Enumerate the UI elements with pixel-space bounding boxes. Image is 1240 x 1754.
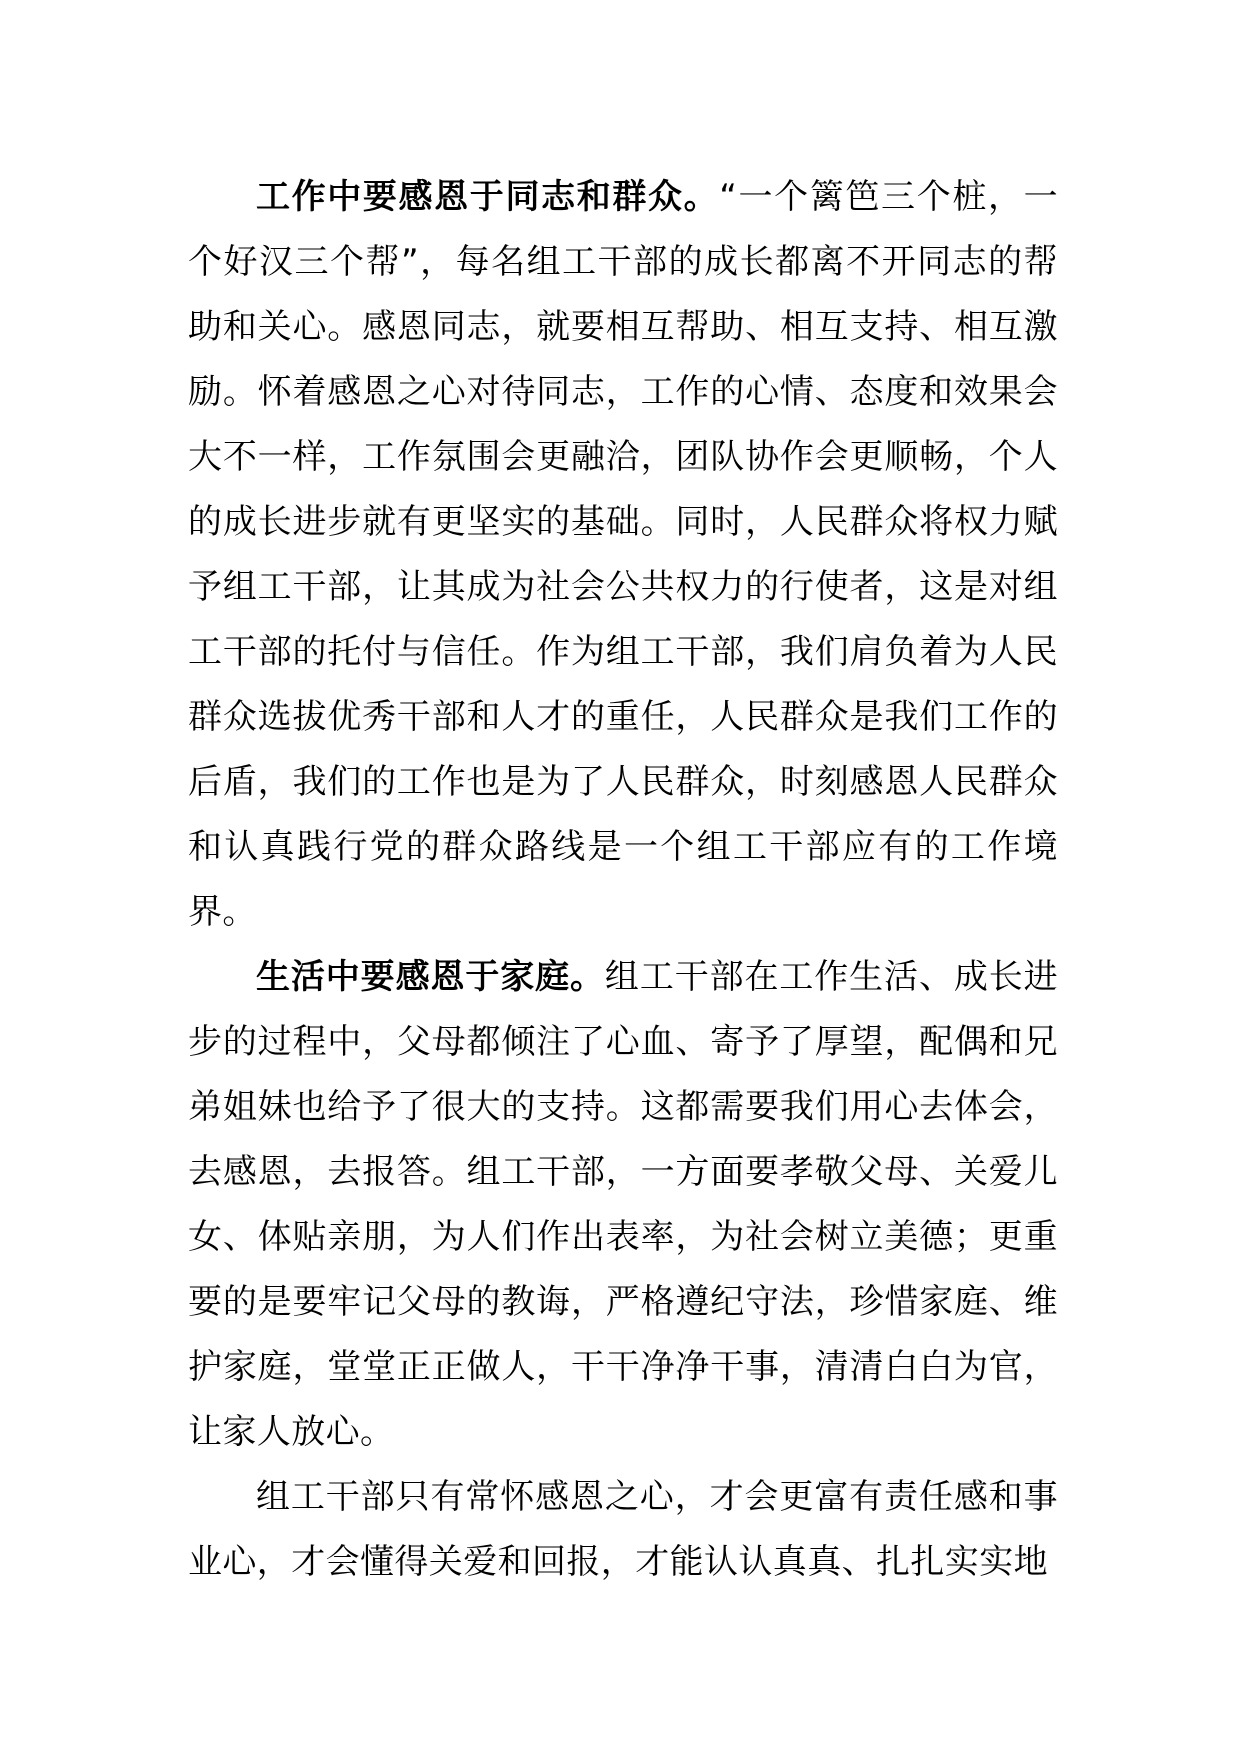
paragraph-lead-heading: 生活中要感恩于家庭。 [256, 957, 605, 997]
paragraph-text: “一个篱笆三个桩，一个好汉三个帮”，每名组工干部的成长都离不开同志的帮助和关心。感恩同志，就要相互帮助、相互支持、相互激励。怀着感恩之心对待同志，工作的心情、态度和效果会大不一样，工作氛围会更融洽，团队协作会更顺畅，个人的成长进步就有更坚实的基础。同时，人民群众将权力赋予组工干部，让其成为社会公共权力的行使者，这是对组工干部的托付与信任。作为组工干部，我们肩负着为人民群众选拔优秀干部和人才的重任，人民群众是我们工作的后盾，我们的工作也是为了人民群众，时刻感恩人民群众和认真践行党的群众路线是一个组工干部应有的工作境界。 [188, 177, 1058, 932]
document-body [188, 165, 1058, 1595]
paragraph-colleagues-and-masses [188, 165, 1058, 945]
paragraph-text: 组工干部只有常怀感恩之心，才会更富有责任感和事业心，才会懂得关爱和回报，才能认认真真、扎扎实实地 [188, 1477, 1058, 1582]
paragraph-text: 组工干部在工作生活、成长进步的过程中，父母都倾注了心血、寄予了厚望，配偶和兄弟姐妹也给予了很大的支持。这都需要我们用心去体会，去感恩，去报答。组工干部，一方面要孝敬父母、关爱儿女、体贴亲朋，为人们作出表率，为社会树立美德；更重要的是要牢记父母的教诲，严格遵纪守法，珍惜家庭、维护家庭，堂堂正正做人，干干净净干事，清清白白为官，让家人放心。 [188, 957, 1059, 1452]
paragraph-lead-heading: 工作中要感恩于同志和群众。 [256, 177, 720, 217]
paragraph-family [188, 945, 1058, 1465]
paragraph-conclusion [188, 1465, 1058, 1595]
